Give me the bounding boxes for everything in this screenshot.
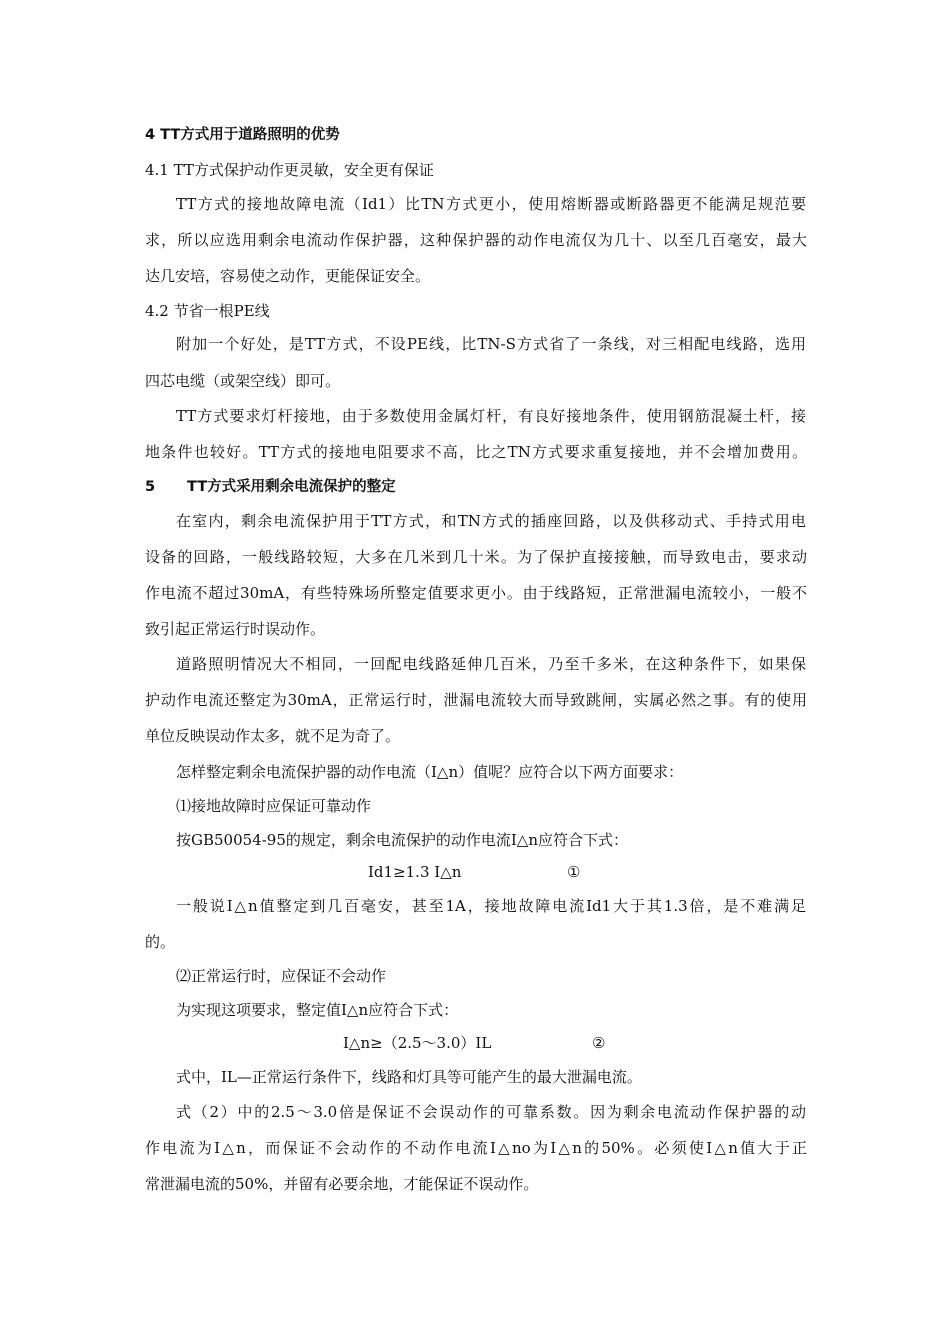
list-item-1: ⑴接地故障时应保证可靠动作 xyxy=(176,797,372,815)
paragraph-line: TT方式要求灯杆接地，由于多数使用金属灯杆，有良好接地条件，使用钢筋混凝土杆，接 xyxy=(176,407,806,425)
paragraph-line: 式（2）中的2.5～3.0倍是保证不会误动作的可靠系数。因为剩余电流动作保护器的动 xyxy=(176,1103,806,1121)
equation-1: Id1≥1.3 I△n xyxy=(368,863,462,881)
paragraph-line: 设备的回路，一般线路较短，大多在几米到几十米。为了保护直接接触，而导致电击，要求动 xyxy=(145,548,807,566)
equation-1-number: ① xyxy=(567,863,581,881)
paragraph-line: 为实现这项要求，整定值I△n应符合下式： xyxy=(176,1001,459,1019)
paragraph-line: 作电流不超过30mA，有些特殊场所整定值要求更小。由于线路短，正常泄漏电流较小，一般不 xyxy=(145,584,807,602)
paragraph-line: 怎样整定剩余电流保护器的动作电流（I△n）值呢？应符合以下两方面要求： xyxy=(176,763,684,781)
section-5-heading-number: 5 xyxy=(145,479,156,495)
paragraph-line: 达几安培，容易使之动作，更能保证安全。 xyxy=(145,267,431,285)
paragraph-line: 常泄漏电流的50%，并留有必要余地，才能保证不误动作。 xyxy=(145,1175,539,1193)
paragraph-line: 单位反映误动作太多，就不足为奇了。 xyxy=(145,727,401,745)
paragraph-line: 附加一个好处，是TT方式，不设PE线，比TN-S方式省了一条线，对三相配电线路，选用 xyxy=(176,335,806,353)
section-4-1-title: 4.1 TT方式保护动作更灵敏，安全更有保证 xyxy=(145,161,434,179)
section-4-2-title: 4.2 节省一根PE线 xyxy=(145,302,270,320)
paragraph-line: 求，所以应选用剩余电流动作保护器，这种保护器的动作电流仅为几十、以至几百毫安，最大 xyxy=(145,231,807,249)
paragraph-line: 按GB50054-95的规定，剩余电流保护的动作电流I△n应符合下式： xyxy=(176,831,629,849)
paragraph-line: 地条件也较好。TT方式的接地电阻要求不高，比之TN方式要求重复接地，并不会增加费用。 xyxy=(145,443,807,461)
paragraph-line: 道路照明情况大不相同，一回配电线路延伸几百米，乃至千多米，在这种条件下，如果保 xyxy=(176,655,806,673)
paragraph-line: TT方式的接地故障电流（Id1）比TN方式更小，使用熔断器或断路器更不能满足规范要 xyxy=(176,195,806,213)
paragraph-line: 四芯电缆（或架空线）即可。 xyxy=(145,372,341,390)
section-4-heading: 4 TT方式用于道路照明的优势 xyxy=(145,127,340,143)
equation-2-number: ② xyxy=(592,1034,606,1052)
paragraph-line: 作电流为I△n，而保证不会动作的不动作电流I△no为I△n的50%。必须使I△n值大于正 xyxy=(145,1139,807,1157)
section-5-heading: TT方式采用剩余电流保护的整定 xyxy=(187,479,396,495)
list-item-2: ⑵正常运行时，应保证不会动作 xyxy=(176,967,387,985)
paragraph-line: 在室内，剩余电流保护用于TT方式，和TN方式的插座回路，以及供移动式、手持式用电 xyxy=(176,512,806,530)
paragraph-line: 的。 xyxy=(145,933,176,951)
paragraph-line: 护动作电流还整定为30mA，正常运行时，泄漏电流较大而导致跳闸，实属必然之事。有的使用 xyxy=(145,691,807,709)
paragraph-line: 式中，IL—正常运行条件下，线路和灯具等可能产生的最大泄漏电流。 xyxy=(176,1068,642,1086)
paragraph-line: 一般说I△n值整定到几百毫安，甚至1A，接地故障电流Id1大于其1.3倍，是不难满足 xyxy=(176,897,806,915)
paragraph-line: 致引起正常运行时误动作。 xyxy=(145,620,326,638)
equation-2: I△n≥（2.5～3.0）IL xyxy=(343,1034,492,1052)
